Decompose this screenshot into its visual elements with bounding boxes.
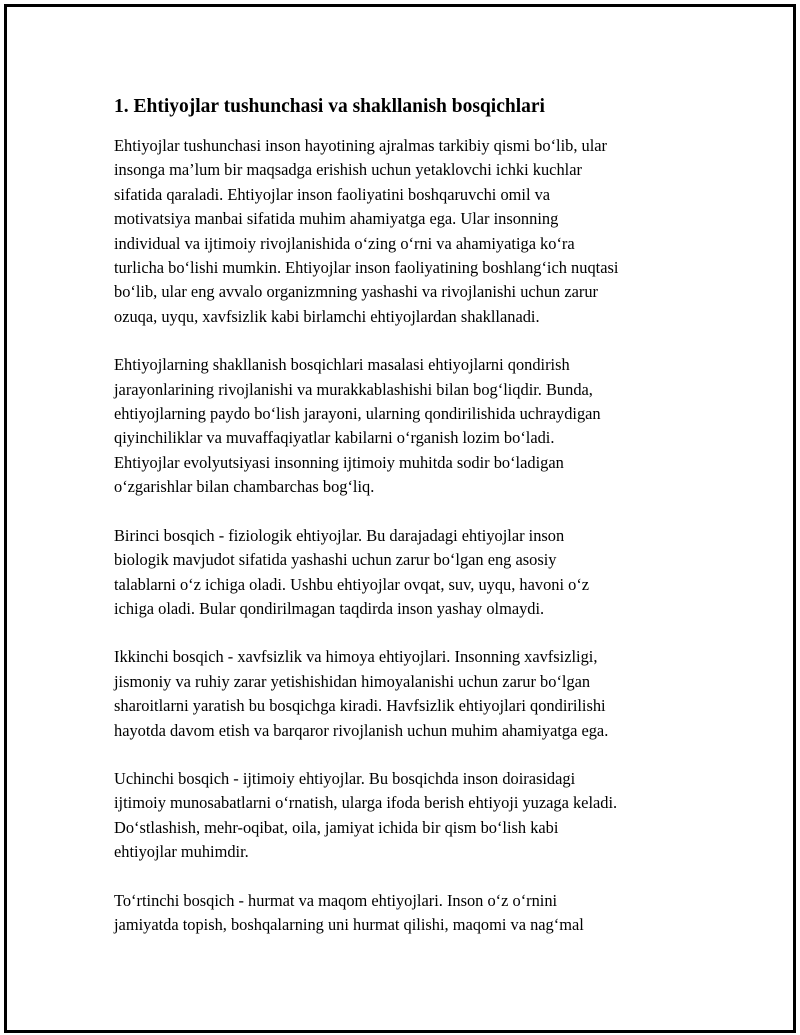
text-line: individual va ijtimoiy rivojlanishida o‘zing o‘rni va ahamiyatiga ko‘ra — [114, 233, 575, 253]
text-line: hayotda davom etish va barqaror rivojlanish uchun muhim ahamiyatga ega. — [114, 720, 609, 740]
text-line: bo‘lib, ular eng avvalo organizmning yashashi va rivojlanishi uchun zarur — [114, 282, 599, 302]
text-line: ichiga oladi. Bular qondirilmagan taqdirda inson yashay olmaydi. — [114, 598, 545, 618]
text-line: Birinci bosqich - fiziologik ehtiyojlar. Bu darajadagi ehtiyojlar inson — [114, 525, 565, 545]
text-line: Ehtiyojlar tushunchasi inson hayotining ajralmas tarkibiy qismi bo‘lib, ular — [114, 136, 608, 155]
text-line: insonga ma’lum bir maqsadga erishish uchun yetaklovchi ichki kuchlar — [114, 160, 582, 180]
text-line: jismoniy va ruhiy zarar yetishishidan himoyalanishi uchun zarur bo‘lgan — [114, 671, 591, 691]
document-page — [114, 93, 684, 961]
text-line: biologik mavjudot sifatida yashashi uchun zarur bo‘lgan eng asosiy — [114, 550, 557, 570]
section-heading: 1. Ehtiyojlar tushunchasi va shakllanish bosqichlari — [114, 96, 545, 117]
paragraph-intro — [114, 134, 684, 329]
text-line: turlicha bo‘lishi mumkin. Ehtiyojlar inson faoliyatining boshlang‘ich nuqtasi — [114, 258, 619, 278]
text-line: talablarni o‘z ichiga oladi. Ushbu ehtiyojlar ovqat, suv, uyqu, havoni o‘z — [114, 574, 590, 594]
paragraph-stage-3 — [114, 767, 684, 865]
paragraph-stages — [114, 353, 684, 499]
paragraph-stage-2 — [114, 645, 684, 743]
text-line: Ehtiyojlar evolyutsiyasi insonning ijtimoiy muhitda sodir bo‘ladigan — [114, 452, 564, 472]
text-line: sharoitlarni yaratish bu bosqichga kiradi. Havfsizlik ehtiyojlari qondirilishi — [114, 696, 606, 716]
text-line: jarayonlarining rivojlanishi va murakkablashishi bilan bog‘liqdir. Bunda, — [114, 379, 593, 399]
text-line: jamiyatda topish, boshqalarning uni hurmat qilishi, maqomi va nag‘mal — [114, 914, 584, 934]
text-line: Do‘stlashish, mehr-oqibat, oila, jamiyat ichida bir qism bo‘lish kabi — [114, 817, 559, 837]
text-line: motivatsiya manbai sifatida muhim ahamiyatga ega. Ular insonning — [114, 209, 559, 229]
text-line: ijtimoiy munosabatlarni o‘rnatish, ularga ifoda berish ehtiyoji yuzaga keladi. — [114, 793, 618, 813]
text-line: ehtiyojlarning paydo bo‘lish jarayoni, ularning qondirilishida uchraydigan — [114, 404, 601, 424]
text-line: To‘rtinchi bosqich - hurmat va maqom ehtiyojlari. Inson o‘z o‘rnini — [114, 890, 558, 910]
text-line: Uchinchi bosqich - ijtimoiy ehtiyojlar. Bu bosqichda inson doirasidagi — [114, 768, 576, 788]
paragraph-stage-1 — [114, 524, 684, 622]
paragraph-stage-4 — [114, 889, 684, 938]
text-line: o‘zgarishlar bilan chambarchas bog‘liq. — [114, 477, 375, 497]
text-line: ozuqa, uyqu, xavfsizlik kabi birlamchi ehtiyojlardan shakllanadi. — [114, 306, 540, 326]
text-line: qiyinchiliklar va muvaffaqiyatlar kabilarni o‘rganish lozim bo‘ladi. — [114, 428, 555, 448]
text-line: Ikkinchi bosqich - xavfsizlik va himoya ehtiyojlari. Insonning xavfsizligi, — [114, 647, 598, 667]
text-line: sifatida qaraladi. Ehtiyojlar inson faoliyatini boshqaruvchi omil va — [114, 184, 551, 204]
text-line: ehtiyojlar muhimdir. — [114, 842, 249, 862]
text-line: Ehtiyojlarning shakllanish bosqichlari masalasi ehtiyojlarni qondirish — [114, 355, 570, 375]
